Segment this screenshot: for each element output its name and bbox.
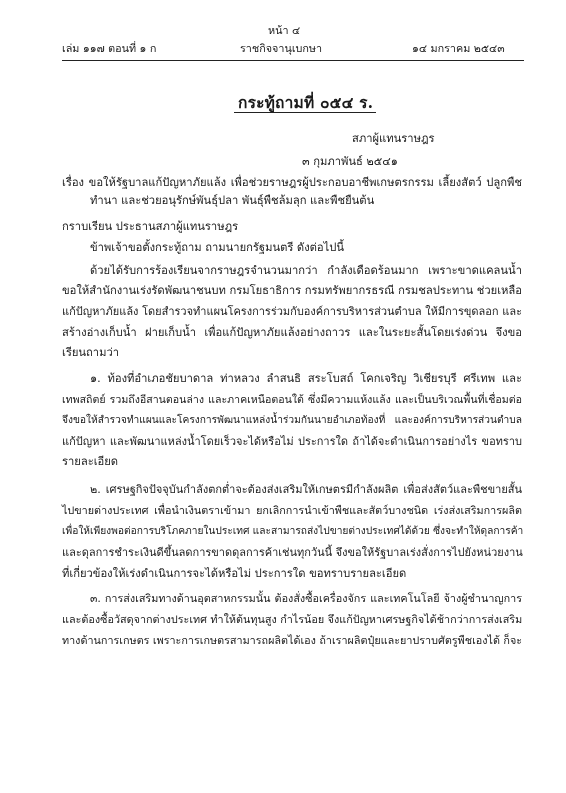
- document-title: กระทู้ถามที่ ๐๕๔ ร.: [238, 93, 374, 112]
- paragraph-line: ๑. ท้องที่อำเภอชัยบาดาล ท่าหลวง ลำสนธิ สระโบสถ์ โคกเจริญ วิเชียรบุรี ศรีเทพ และ: [90, 372, 522, 385]
- title-underline: [234, 112, 376, 113]
- publication-date: ๑๔ มกราคม ๒๕๔๓: [412, 42, 505, 55]
- paragraph-line: ด้วยได้รับการร้องเรียนจากราษฎรจำนวนมากว่า กำลังเดือดร้อนมาก เพราะขาดแคลนน้ำ: [90, 264, 522, 277]
- paragraph-line: แก้ปัญหา และพัฒนาแหล่งน้ำโดยเร็วจะได้หรือไม่ ประการใด ถ้าได้จะดำเนินการอย่างไร ขอทราบ: [62, 435, 522, 448]
- paragraph-last-line: รายละเอียด: [62, 455, 119, 468]
- paragraph-line: ไปขายต่างประเทศ เพื่อนำเงินตราเข้ามา ยกเลิกการนำเข้าพืชและสัตว์บางชนิด เร่งส่งเสริมการผลิต: [62, 504, 522, 517]
- subject-line-2: ทำนา และช่วยอนุรักษ์พันธุ์ปลา พันธุ์พืชล้มลุก และพืชยืนต้น: [90, 194, 375, 207]
- paragraph-line: แก้ปัญหาภัยแล้ง โดยสำรวจทำแผนโครงการร่วมกับองค์การบริหารส่วนตำบล ให้มีการขุดลอก และ: [62, 305, 522, 318]
- page-number: หน้า ๔: [268, 24, 301, 37]
- paragraph-last-line: เรียนถามว่า: [62, 346, 120, 359]
- letter-date: ๓ กุมภาพันธ์ ๒๕๔๑: [302, 155, 398, 168]
- subject-line-1: เรื่อง ขอให้รัฐบาลแก้ปัญหาภัยแล้ง เพื่อช่วยราษฎรผู้ประกอบอาชีพเกษตรกรรม เลี้ยงสัตว์ ปลูกพืช: [62, 176, 522, 189]
- paragraph-line: สร้างอ่างเก็บน้ำ ฝายเก็บน้ำ เพื่อแก้ปัญหาภัยแล้งอย่างถาวร และในระยะสั้นโดยเร่งด่วน จึงขอ: [62, 326, 522, 339]
- salutation: กราบเรียน ประธานสภาผู้แทนราษฎร: [62, 220, 239, 233]
- volume-issue: เล่ม ๑๑๗ ตอนที่ ๑ ก: [62, 42, 157, 55]
- paragraph-line: เพื่อให้เพียงพอต่อการบริโภคภายในประเทศ และสามารถส่งไปขายต่างประเทศได้ด้วย ซึ่งจะทำให้ดุลการค้า: [62, 526, 524, 537]
- publication-name: ราชกิจจานุเบกษา: [240, 42, 323, 55]
- paragraph-line: จึงขอให้สำรวจทำแผนและโครงการพัฒนาแหล่งน้ำร่วมกันนายอำเภอท้องที่ และองค์การบริหารส่วนตำบล: [62, 415, 522, 426]
- header-rule: [62, 60, 524, 61]
- paragraph-line: ทางด้านการเกษตร เพราะการเกษตรสามารถผลิตได้เอง ถ้าเราผลิตปุ๋ยและยาปราบศัตรูพืชเองได้ ก็จะ: [62, 634, 523, 647]
- paragraph-line: ขอให้สำนักงานเร่งรัดพัฒนาชนบท กรมโยธาธิการ กรมทรัพยากรธรณี กรมชลประทาน ช่วยเหลือ: [62, 284, 522, 297]
- paragraph-line: ๒. เศรษฐกิจปัจจุบันกำลังตกต่ำจะต้องส่งเสริมให้เกษตรมีกำลังผลิต เพื่อส่งสัตว์และพืชขายสั้น: [90, 483, 522, 496]
- paragraph-line: เทพสถิตย์ รวมถึงอีสานตอนล่าง และภาคเหนือตอนใต้ ซึ่งมีความแห้งแล้ง และเป็นบริเวณพื้นที่เชื่อมต่อ: [62, 394, 522, 406]
- sender-name: สภาผู้แทนราษฎร: [352, 132, 435, 145]
- intro-line: ข้าพเจ้าขอตั้งกระทู้ถาม ถามนายกรัฐมนตรี ดังต่อไปนี้: [90, 241, 345, 254]
- paragraph-line: และดุลการชำระเงินดีขึ้นลดการขาดดุลการค้าเช่นทุกวันนี้ จึงขอให้รัฐบาลเร่งสั่งการไปยังหน่วยงาน: [62, 546, 523, 559]
- paragraph-line: และต้องซื้อวัสดุจากต่างประเทศ ทำให้ต้นทุนสูง กำไรน้อย จึงแก้ปัญหาเศรษฐกิจได้ช้ากว่าการส่งเสริม: [62, 613, 523, 626]
- paragraph-line: ๓. การส่งเสริมทางด้านอุตสาหกรรมนั้น ต้องสั่งซื้อเครื่องจักร และเทคโนโลยี จ้างผู้ชำนาญการ: [90, 592, 522, 605]
- paragraph-last-line: ที่เกี่ยวข้องให้เร่งดำเนินการจะได้หรือไม่ ประการใด ขอทราบรายละเอียด: [62, 567, 407, 580]
